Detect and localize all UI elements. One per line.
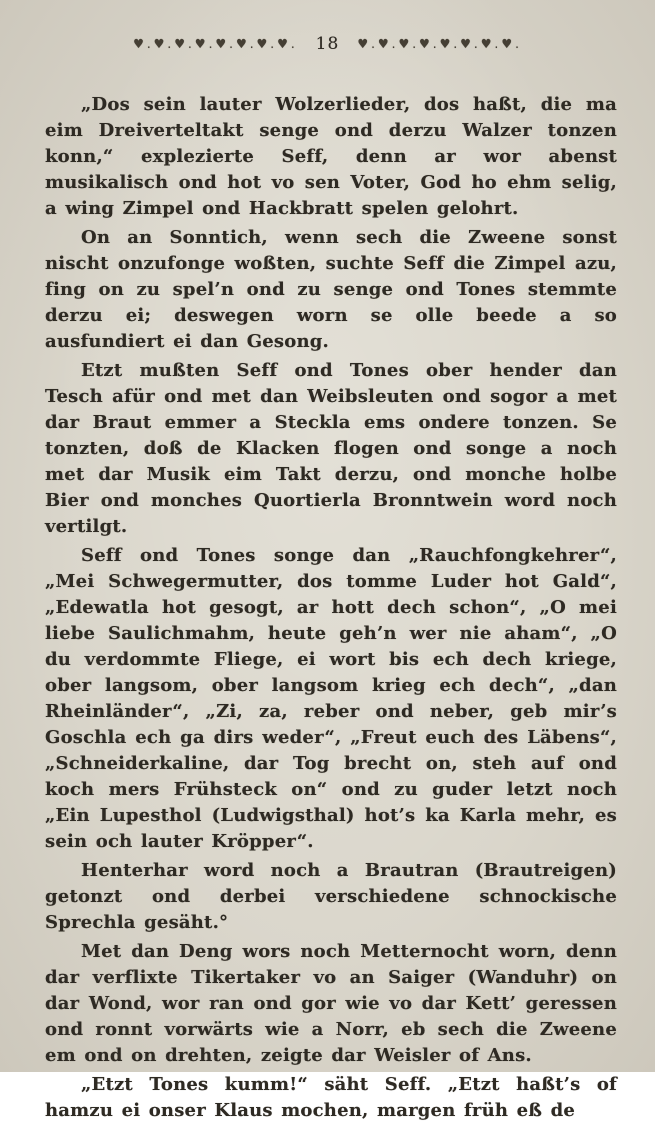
floral-ornament-left-icon: ♥.♥.♥.♥.♥.♥.♥.♥.: [133, 36, 298, 52]
paragraph: Henterhar word noch a Brautran (Brautreigen) getonzt ond derbei verschiedene schnockische Sprechla gesäht.°: [45, 860, 617, 933]
paragraph: Met dan Deng wors noch Metternocht worn, denn dar verflixte Tikertaker vo an Saiger (Wanduhr) on dar Wond, wor ran ond gor wie vo dar Kett’ geressen ond ronnt vorwärts wie a Norr, eb sech die Zweene em ond on drehten, zeigte dar Weisler of Ans.: [45, 941, 617, 1066]
page-number: 18: [315, 34, 340, 54]
paragraph: „Etzt Tones kumm!“ säht Seff. „Etzt haßt’s of hamzu ei onser Klaus mochen, margen früh eß de: [45, 1074, 617, 1121]
body-text: [45, 92, 617, 1127]
page-header: [0, 34, 655, 54]
paragraph: On an Sonntich, wenn sech die Zweene sonst nischt onzufonge woßten, suchte Seff die Zimpel azu, fing on zu spel’n ond zu senge ond Tones stemmte derzu ei; deswegen worn se olle beede a so ausfundiert ei dan Gesong.: [45, 227, 617, 352]
floral-ornament-right-icon: ♥.♥.♥.♥.♥.♥.♥.♥.: [357, 36, 522, 52]
paragraph: „Dos sein lauter Wolzerlieder, dos haßt, die ma eim Dreiverteltakt senge ond derzu Walzer tonzen konn,“ explezierte Seff, denn ar wor abenst musikalisch ond hot vo sen Voter, God ho ehm selig, a wing Zimpel ond Hackbratt spelen gelohrt.: [45, 94, 617, 219]
paragraph: Seff ond Tones songe dan „Rauchfongkehrer“, „Mei Schwegermutter, dos tomme Luder hot Gald“, „Edewatla hot gesogt, ar hott dech schon“, „O mei liebe Saulichmahm, heute geh’n wer nie aham“, „O du verdommte Fliege, ei wort bis ech dech kriege, ober langsom, ober langsom krieg ech dech“, „dan Rheinländer“, „Zi, za, reber ond neber, geb mir’s Goschla ech ga dirs weder“, „Freut euch des Läbens“, „Schneiderkaline, dar Tog brecht on, steh auf ond koch mers Frühsteck on“ ond zu guder letzt noch „Ein Lupesthol (Ludwigsthal) hot’s ka Karla mehr, es sein och lauter Kröpper“.: [45, 545, 617, 852]
paragraph: Etzt mußten Seff ond Tones ober hender dan Tesch afür ond met dan Weibsleuten ond sogor a met dar Braut emmer a Steckla ems ondere tonzen. Se tonzten, doß de Klacken flogen ond songe a noch met dar Musik eim Takt derzu, ond monche holbe Bier ond monches Quortierla Bronntwein word noch vertilgt.: [45, 360, 617, 537]
